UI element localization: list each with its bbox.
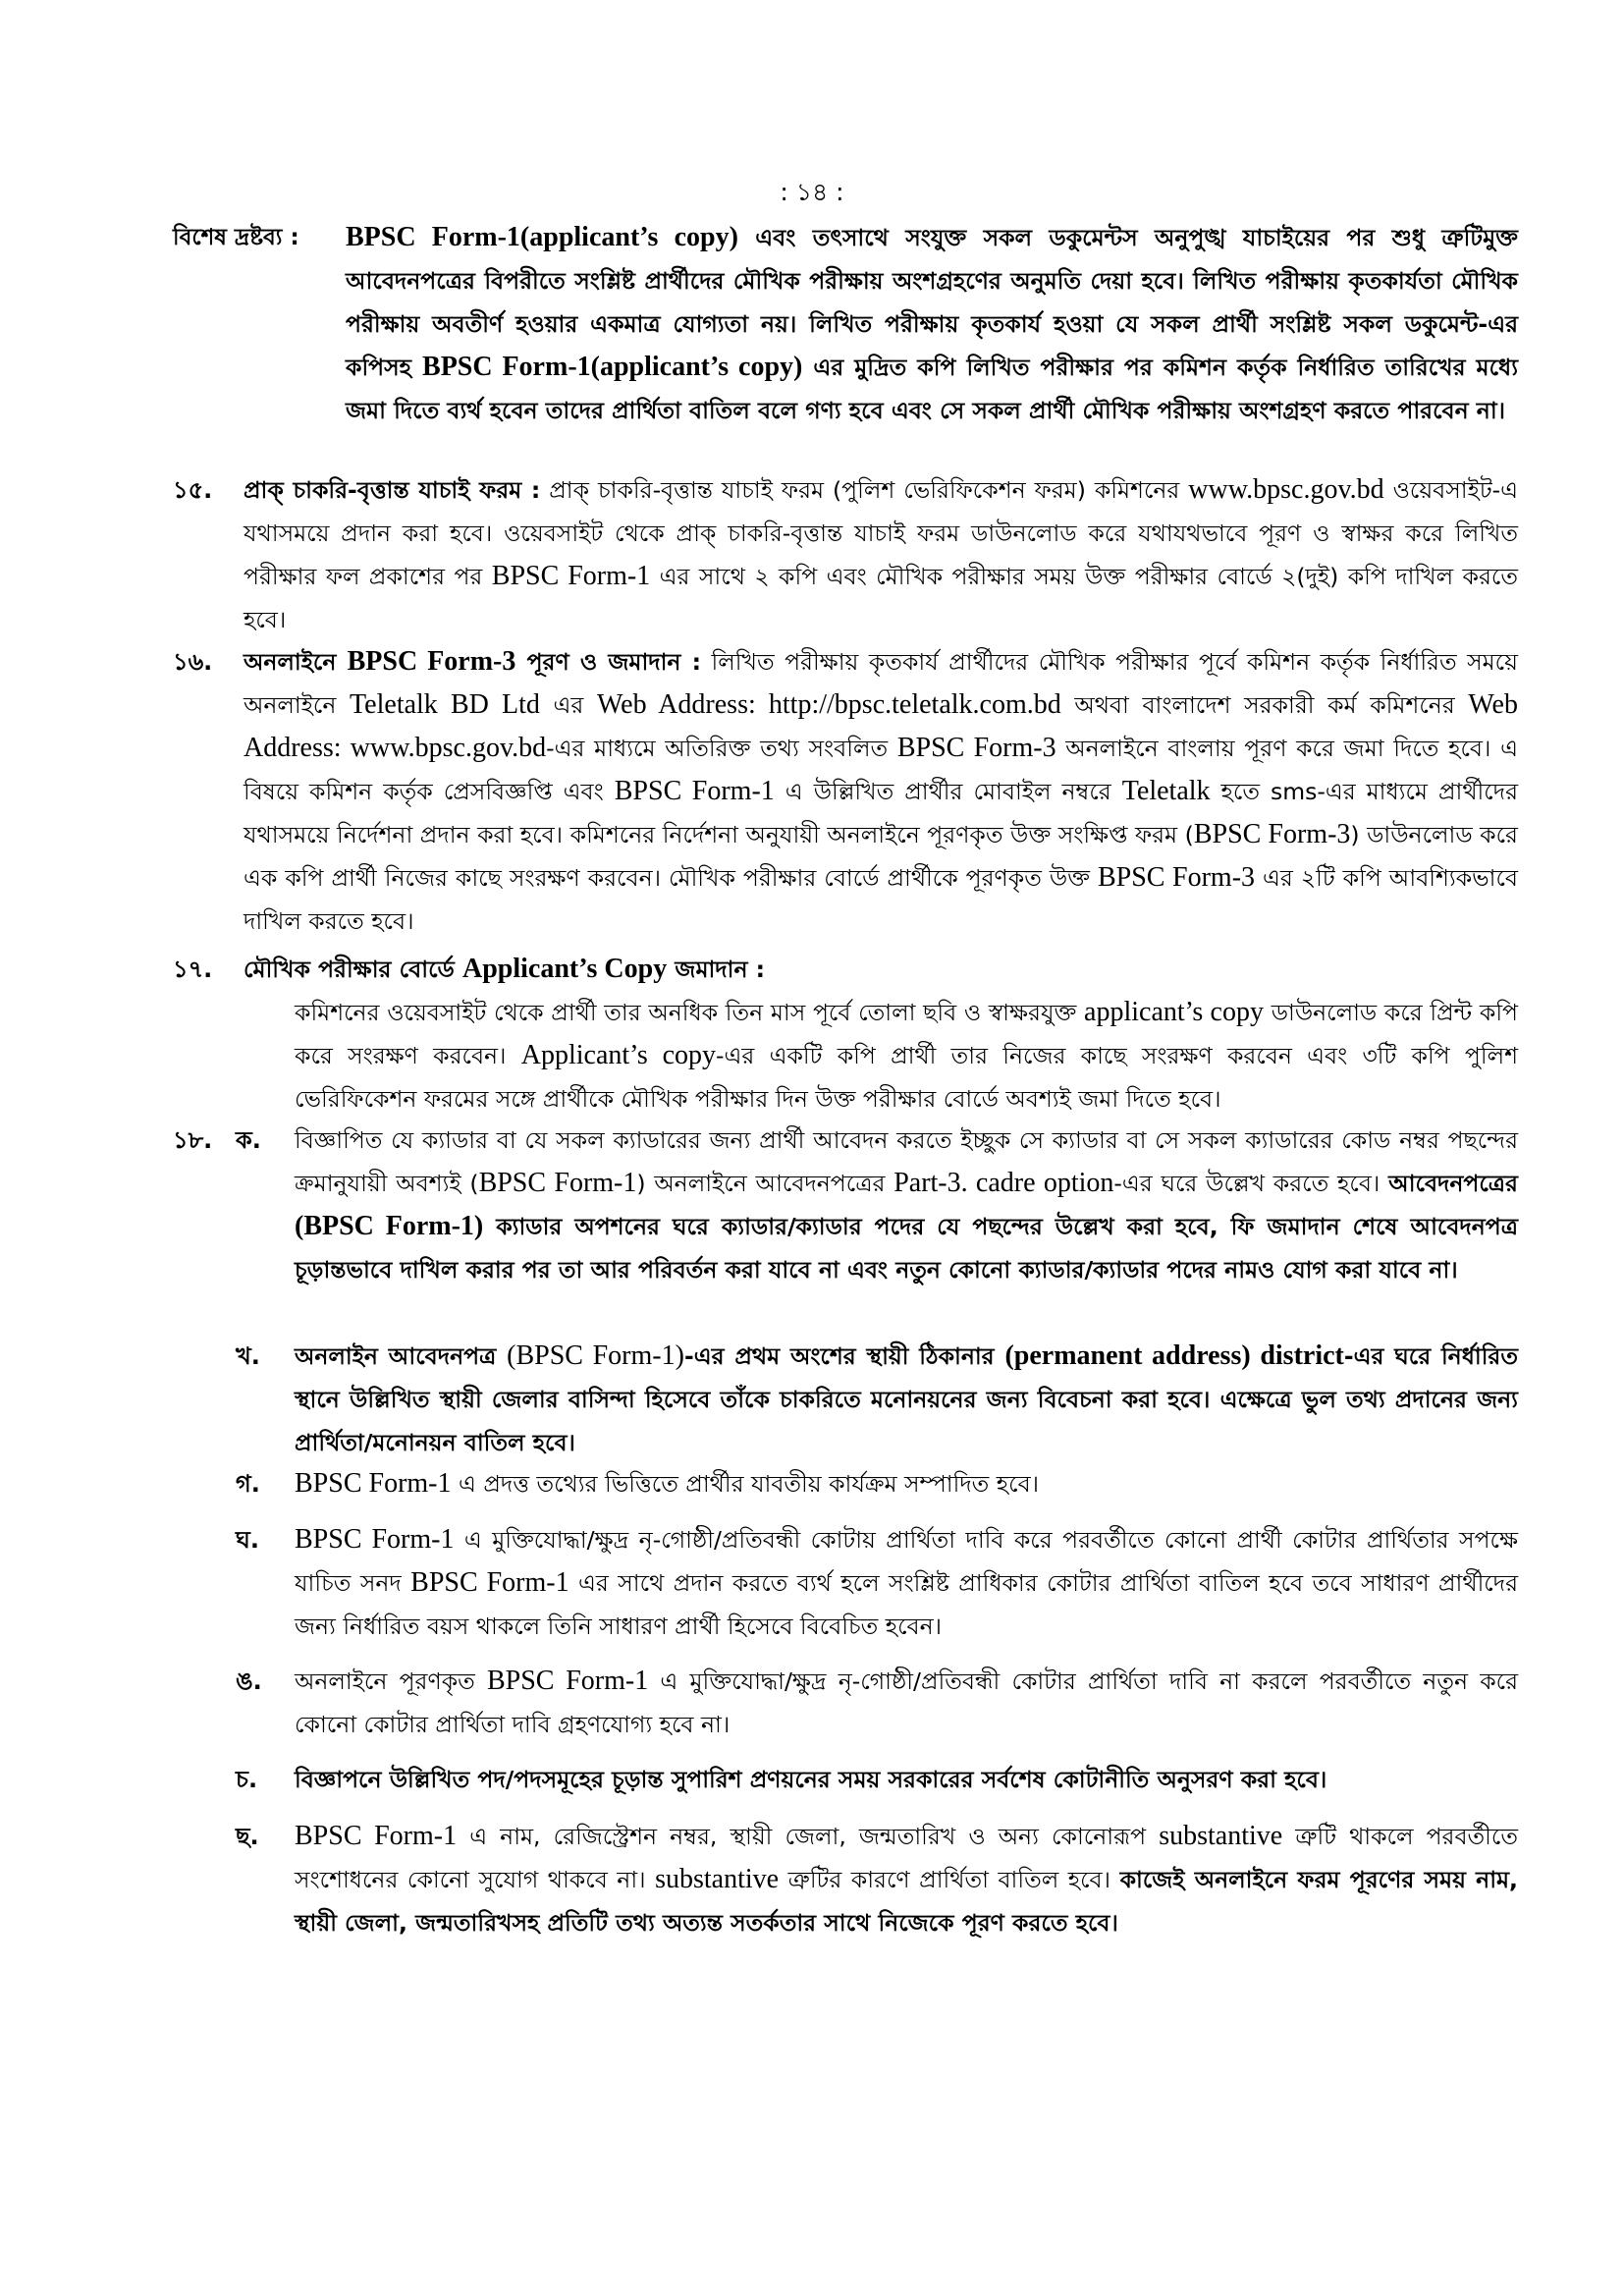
item-kha-text: অনলাইন আবেদনপত্র (BPSC Form-1)-এর প্রথম অংশের স্থায়ী ঠিকানার (permanent address) district-এর ঘরে নির্ধারিত স্থানে উল্লিখিত স্থায়ী জেলার বাসিন্দা হিসেবে তাঁকে চাকরিতে মনোনয়নের জন্য বিবেচনা করা হবে। এক্ষেত্রে ভুল তথ্য প্রদানের জন্য প্রার্থিতা/মনোনয়ন বাতিল হবে।	[295, 1340, 1518, 1456]
section-18-kha	[173, 1335, 1518, 1464]
item-gha-label: ঘ.	[236, 1526, 259, 1554]
section-17-number: ১৭.	[173, 956, 213, 983]
item-ka-text: বিজ্ঞাপিত যে ক্যাডার বা যে সকল ক্যাডারের জন্য প্রার্থী আবেদন করতে ইচ্ছুক সে ক্যাডার বা সে সকল ক্যাডারের কোড নম্বর পছন্দের ক্রমানুযায়ী অবশ্যই (BPSC Form-1) অনলাইনে আবেদনপত্রের Part-3. cadre option-এর ঘরে উল্লেখ করতে হবে। আবেদনপত্রের (BPSC Form-1) ক্যাডার অপশনের ঘরে ক্যাডার/ক্যাডার পদের যে পছন্দের উল্লেখ করা হবে, ফি জমাদান শেষে আবেদনপত্র চূড়ান্তভাবে দাখিল করার পর তা আর পরিবর্তন করা যাবে না এবং নতুন কোনো ক্যাডার/ক্যাডার পদের নামও যোগ করা যাবে না।	[295, 1126, 1518, 1284]
section-18-umo	[173, 1660, 1518, 1746]
section-16	[173, 640, 1518, 943]
special-note-text: BPSC Form-1(applicant’s copy) এবং তৎসাথে সংযুক্ত সকল ডকুমেন্টস অনুপুঙ্খ যাচাইয়ের পর শুধু ত্রুটিমুক্ত আবেদনপত্রের বিপরীতে সংশ্লিষ্ট প্রার্থীদের মৌখিক পরীক্ষায় অংশগ্রহণের অনুমতি দেয়া হবে। লিখিত পরীক্ষায় কৃতকার্যতা মৌখিক পরীক্ষায় অবতীর্ণ হওয়ার একমাত্র যোগ্যতা নয়। লিখিত পরীক্ষায় কৃতকার্য হওয়া যে সকল প্রার্থী সংশ্লিষ্ট সকল ডকুমেন্ট-এর কপিসহ BPSC Form-1(applicant’s copy) এর মুদ্রিত কপি লিখিত পরীক্ষার পর কমিশন কর্তৃক নির্ধারিত তারিখের মধ্যে জমা দিতে ব্যর্থ হবেন তাদের প্রার্থিতা বাতিল বলে গণ্য হবে এবং সে সকল প্রার্থী মৌখিক পরীক্ষায় অংশগ্রহণ করতে পারবেন না।	[346, 222, 1519, 424]
item-ga-label: গ.	[236, 1470, 260, 1498]
section-18-chha	[173, 1815, 1518, 1944]
section-15	[173, 468, 1518, 641]
page-number: : ১৪ :	[780, 178, 844, 206]
section-18-number: ১৮.	[173, 1126, 213, 1154]
section-18-gha	[173, 1518, 1518, 1648]
item-ga-text: BPSC Form-1 এ প্রদত্ত তথ্যের ভিত্তিতে প্রার্থীর যাবতীয় কার্যক্রম সম্পাদিত হবে।	[295, 1468, 1040, 1499]
section-16-number: ১৬.	[173, 648, 213, 676]
special-note-label: বিশেষ দ্রষ্টব্য :	[173, 225, 299, 250]
section-17-text: কমিশনের ওয়েবসাইট থেকে প্রার্থী তার অনধিক তিন মাস পূর্বে তোলা ছবি ও স্বাক্ষরযুক্ত applicant’s copy ডাউনলোড করে প্রিন্ট কপি করে সংরক্ষণ করবেন। Applicant’s copy-এর একটি কপি প্রার্থী তার নিজের কাছে সংরক্ষণ করবেন এবং ৩টি কপি পুলিশ ভেরিফিকেশন ফরমের সঙ্গে প্রার্থীকে মৌখিক পরীক্ষার দিন উক্ত পরীক্ষার বোর্ডে অবশ্যই জমা দিতে হবে।	[295, 997, 1518, 1113]
item-ka-label: ক.	[236, 1126, 261, 1154]
item-umo-text: অনলাইনে পূরণকৃত BPSC Form-1 এ মুক্তিযোদ্ধা/ক্ষুদ্র নৃ-গোষ্ঠী/প্রতিবন্ধী কোটার প্রার্থিতা দাবি না করলে পরবর্তীতে নতুন করে কোনো কোটার প্রার্থিতা দাবি গ্রহণযোগ্য হবে না।	[295, 1666, 1519, 1738]
item-chha-label: ছ.	[236, 1823, 259, 1850]
item-umo-label: ঙ.	[236, 1667, 262, 1695]
section-16-text: অনলাইনে BPSC Form-3 পূরণ ও জমাদান : লিখিত পরীক্ষায় কৃতকার্য প্রার্থীদের মৌখিক পরীক্ষার পূর্বে কমিশন কর্তৃক নির্ধারিত সময়ে অনলাইনে Teletalk BD Ltd এর Web Address: http://bpsc.teletalk.com.bd অথবা বাংলাদেশ সরকারী কর্ম কমিশনের Web Address: www.bpsc.gov.bd-এর মাধ্যমে অতিরিক্ত তথ্য সংবলিত BPSC Form-3 অনলাইনে বাংলায় পূরণ করে জমা দিতে হবে। এ বিষয়ে কমিশন কর্তৃক প্রেসবিজ্ঞপ্তি এবং BPSC Form-1 এ উল্লিখিত প্রার্থীর মোবাইল নম্বরে Teletalk হতে sms-এর মাধ্যমে প্রার্থীদের যথাসময়ে নির্দেশনা প্রদান করা হবে। কমিশনের নির্দেশনা অনুযায়ী অনলাইনে পূরণকৃত উক্ত সংক্ষিপ্ত ফরম (BPSC Form-3) ডাউনলোড করে এক কপি প্রার্থী নিজের কাছে সংরক্ষণ করবেন। মৌখিক পরীক্ষার বোর্ডে প্রার্থীকে পূরণকৃত উক্ত BPSC Form-3 এর ২টি কপি আবশ্যিকভাবে দাখিল করতে হবে।	[244, 646, 1519, 935]
section-17	[173, 948, 1518, 1121]
item-kha-label: খ.	[236, 1342, 260, 1370]
item-cha-text: বিজ্ঞাপনে উল্লিখিত পদ/পদসমূহের চূড়ান্ত সুপারিশ প্রণয়নের সময় সরকারের সর্বশেষ কোটানীতি অনুসরণ করা হবে।	[295, 1766, 1327, 1793]
item-chha-text: BPSC Form-1 এ নাম, রেজিস্ট্রেশন নম্বর, স্থায়ী জেলা, জন্মতারিখ ও অন্য কোনোরূপ substantive ত্রুটি থাকলে পরবর্তীতে সংশোধনের কোনো সুযোগ থাকবে না। substantive ত্রুটির কারণে প্রার্থিতা বাতিল হবে। কাজেই অনলাইনে ফরম পূরণের সময় নাম, স্থায়ী জেলা, জন্মতারিখসহ প্রতিটি তথ্য অত্যন্ত সতর্কতার সাথে নিজেকে পূরণ করতে হবে।	[295, 1821, 1518, 1937]
section-18-ka	[173, 1119, 1518, 1291]
section-18-ga	[173, 1462, 1518, 1505]
section-17-heading: মৌখিক পরীক্ষার বোর্ডে Applicant’s Copy জমাদান :	[244, 954, 766, 984]
section-15-text: প্রাক্ চাকরি-বৃত্তান্ত যাচাই ফরম : প্রাক্ চাকরি-বৃত্তান্ত যাচাই ফরম (পুলিশ ভেরিফিকেশন ফরম) কমিশনের www.bpsc.gov.bd ওয়েবসাইট-এ যথাসময়ে প্রদান করা হবে। ওয়েবসাইট থেকে প্রাক্ চাকরি-বৃত্তান্ত যাচাই ফরম ডাউনলোড করে যথাযথভাবে পূরণ ও স্বাক্ষর করে লিখিত পরীক্ষার ফল প্রকাশের পর BPSC Form-1 এর সাথে ২ কপি এবং মৌখিক পরীক্ষার সময় উক্ত পরীক্ষার বোর্ডে ২(দুই) কপি দাখিল করতে হবে।	[244, 474, 1518, 633]
section-18-cha	[173, 1758, 1518, 1801]
item-gha-text: BPSC Form-1 এ মুক্তিযোদ্ধা/ক্ষুদ্র নৃ-গোষ্ঠী/প্রতিবন্ধী কোটায় প্রার্থিতা দাবি করে পরবর্তীতে কোনো প্রার্থী কোটার প্রার্থিতার সপক্ষে যাচিত সনদ BPSC Form-1 এর সাথে প্রদান করতে ব্যর্থ হলে সংশ্লিষ্ট প্রাধিকার কোটার প্রার্থিতা বাতিল হবে তবে সাধারণ প্রার্থীদের জন্য নির্ধারিত বয়স থাকলে তিনি সাধারণ প্রার্থী হিসেবে বিবেচিত হবেন।	[295, 1524, 1519, 1640]
item-cha-label: চ.	[236, 1766, 258, 1793]
section-15-number: ১৫.	[173, 476, 213, 504]
